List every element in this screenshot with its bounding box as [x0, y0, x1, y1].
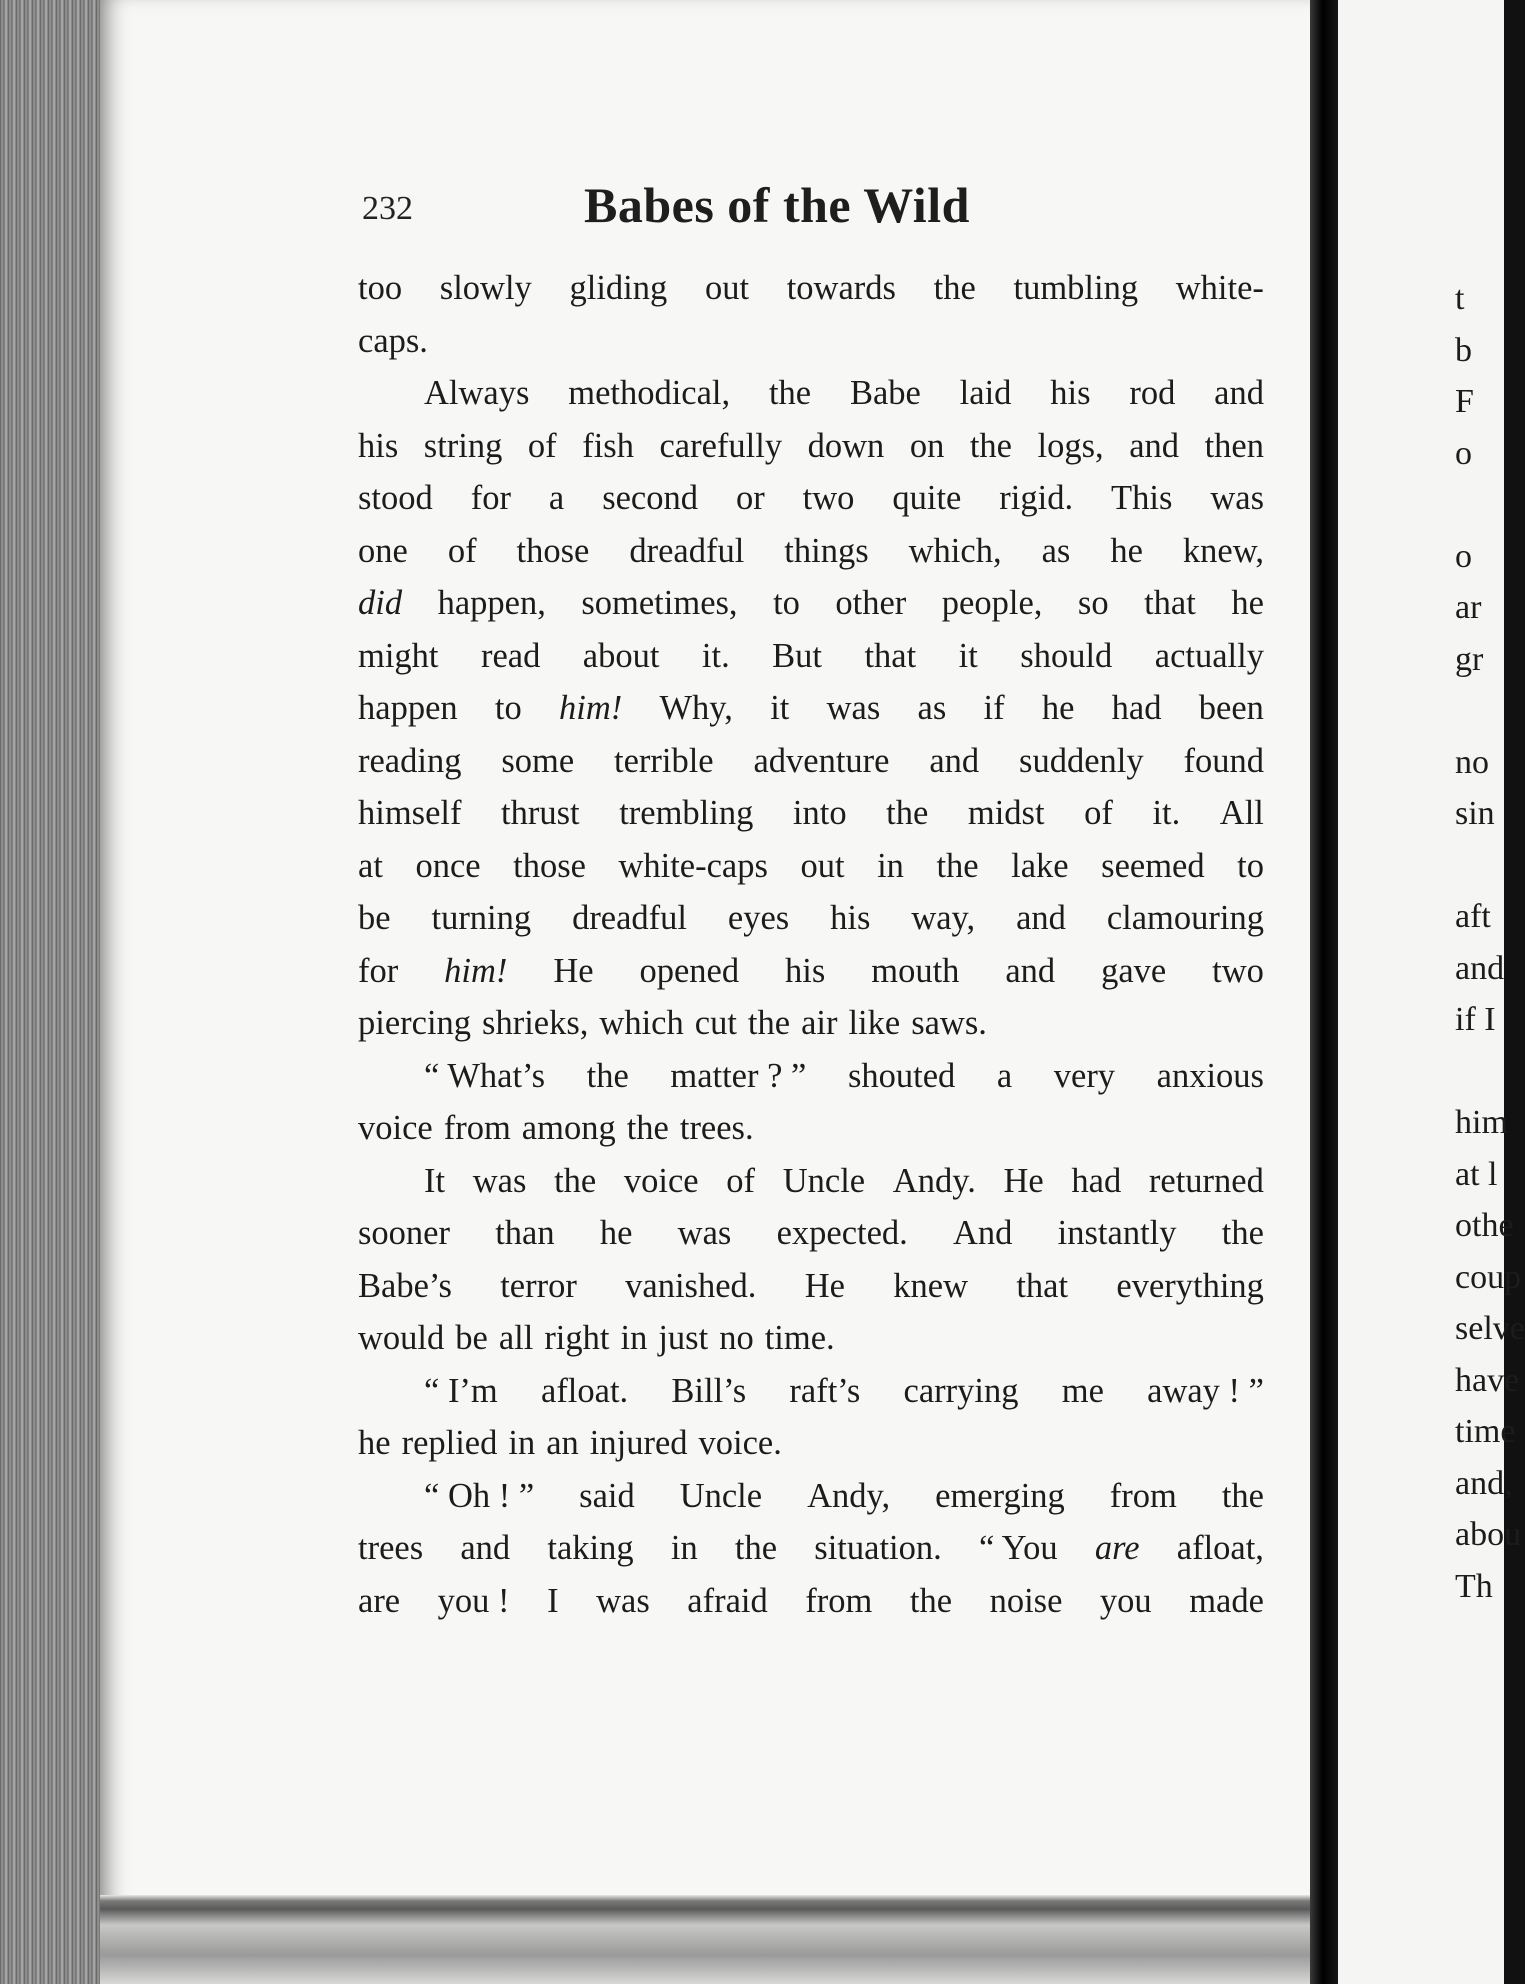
right-page-fragment: Th [1455, 1567, 1493, 1605]
text-line [358, 525, 1264, 578]
word: was [1210, 479, 1264, 517]
word: two [802, 479, 855, 517]
word: that [1144, 584, 1196, 622]
word: into [792, 794, 847, 832]
word: for [358, 951, 399, 990]
word: a [548, 479, 565, 517]
word: and [1005, 951, 1056, 990]
word: that [1016, 1266, 1069, 1305]
word: among [521, 1109, 616, 1147]
word: situation. [814, 1529, 942, 1567]
word: saws. [911, 1004, 987, 1042]
word: emerging [935, 1476, 1065, 1515]
word: right [544, 1319, 610, 1357]
word: in [620, 1319, 648, 1357]
word: afraid [687, 1581, 768, 1620]
word: from [805, 1581, 873, 1620]
right-page-fragment: gr [1455, 640, 1484, 678]
word: read [480, 636, 541, 675]
word: stood [358, 479, 433, 517]
word: as [917, 689, 947, 727]
word: his [785, 951, 826, 990]
word: carrying [903, 1371, 1019, 1410]
text-line [358, 262, 1264, 315]
word: fish [582, 426, 634, 465]
right-page-fragment: o [1455, 537, 1472, 575]
word: two [1212, 951, 1264, 990]
word: for [470, 479, 511, 517]
page-edge-stack [0, 0, 110, 1984]
word: an [546, 1424, 579, 1462]
word: second [602, 479, 698, 517]
right-page-fragment: othe [1455, 1207, 1514, 1244]
word: mouth [871, 951, 960, 990]
word: shouted [847, 1056, 956, 1095]
word: of [447, 531, 477, 570]
word: logs, [1037, 426, 1104, 465]
word: had [1071, 1161, 1122, 1200]
word: as [1041, 531, 1071, 570]
word: made [1189, 1581, 1264, 1620]
word: and [929, 741, 980, 780]
word: are [358, 1581, 401, 1620]
word: should [1020, 636, 1113, 675]
word: voice [358, 1109, 433, 1147]
word: me [1061, 1371, 1104, 1410]
text-line [358, 1365, 1264, 1418]
word: voice. [698, 1424, 782, 1462]
word: found [1183, 741, 1264, 780]
word: too [358, 269, 403, 307]
word: the [734, 1529, 778, 1567]
word: string [423, 426, 503, 465]
word: happen [358, 689, 458, 727]
word: was [472, 1161, 527, 1200]
word: people, [941, 584, 1043, 622]
body-text [358, 262, 1264, 1627]
word: seemed [1101, 846, 1205, 885]
right-page-fragment: o [1455, 434, 1472, 472]
word: lake [1011, 846, 1069, 885]
word: the [586, 1056, 629, 1095]
word: thrust [501, 794, 580, 832]
text-line [358, 315, 1264, 368]
word: slowly [439, 269, 532, 307]
word: injured [589, 1424, 688, 1462]
word: or [735, 479, 765, 517]
word: other [835, 584, 907, 622]
word: in [877, 846, 904, 885]
right-page-fragment: ar [1455, 589, 1482, 626]
word: was [596, 1581, 650, 1620]
text-line [358, 682, 1264, 735]
word: the [936, 846, 979, 885]
right-page-fragment: if I [1455, 1001, 1496, 1038]
word: a [996, 1056, 1013, 1095]
word: tumbling [1013, 269, 1139, 307]
text-line [358, 735, 1264, 788]
word: All [1219, 794, 1264, 832]
word: “ Oh ! ” [424, 1476, 535, 1515]
word: one [358, 531, 408, 570]
word: once [415, 846, 481, 885]
text-line [358, 1050, 1264, 1103]
word: to [1237, 846, 1264, 885]
word: said [579, 1476, 635, 1515]
right-page-fragment: no [1455, 743, 1489, 781]
word: just [658, 1319, 709, 1357]
word: “ What’s [424, 1056, 546, 1095]
text-line [358, 1417, 1264, 1470]
word: might [358, 636, 439, 675]
word: from [1109, 1476, 1177, 1515]
word: to [773, 584, 800, 622]
word: time. [764, 1319, 835, 1357]
word: replied [401, 1424, 498, 1462]
text-line [358, 420, 1264, 473]
word: expected. [776, 1214, 908, 1252]
word: no [719, 1319, 754, 1357]
word: all [498, 1319, 534, 1357]
word: white-caps [618, 846, 768, 885]
text-line [358, 1260, 1264, 1313]
word: he [1231, 584, 1264, 622]
word: eyes [727, 899, 790, 937]
right-page-fragment: abou [1455, 1516, 1522, 1553]
word: noise [989, 1581, 1063, 1620]
word: the [626, 1109, 669, 1147]
word: was [826, 689, 881, 727]
word: afloat, [1176, 1529, 1264, 1567]
word: the [554, 1161, 597, 1200]
word: vanished. [625, 1266, 757, 1305]
word: white- [1175, 269, 1264, 307]
word: anxious [1156, 1056, 1264, 1095]
word: his [1050, 374, 1091, 412]
right-page-fragment: F [1455, 383, 1474, 420]
word: of [726, 1161, 756, 1200]
word: the [909, 1581, 953, 1620]
word: the [1221, 1476, 1264, 1515]
word: And [953, 1214, 1013, 1252]
word: Bill’s [671, 1371, 747, 1410]
text-line [358, 1207, 1264, 1260]
word: been [1198, 689, 1264, 727]
word: about [582, 636, 660, 675]
word: be [455, 1319, 488, 1357]
word: sooner [358, 1214, 450, 1252]
word: midst [967, 794, 1045, 832]
word: would [358, 1319, 445, 1357]
text-line [358, 577, 1264, 630]
word: if [983, 689, 1005, 727]
word: Why, [659, 689, 733, 727]
word: instantly [1057, 1214, 1177, 1252]
word: He [553, 951, 594, 990]
word: the [768, 374, 812, 412]
text-line [358, 945, 1264, 998]
word: was [677, 1214, 732, 1252]
word: matter ? ” [670, 1056, 807, 1095]
word: the [933, 269, 976, 307]
word: the [1221, 1214, 1264, 1252]
word: at [358, 846, 383, 885]
word: which [599, 1004, 684, 1042]
word: terrible [614, 741, 714, 780]
word: raft’s [789, 1371, 861, 1410]
word: you ! [437, 1581, 510, 1620]
right-page-fragment: him [1455, 1104, 1508, 1141]
text-line [358, 840, 1264, 893]
word: himself [358, 794, 462, 832]
word: did [358, 584, 403, 622]
right-page-fragment: and, [1455, 1464, 1513, 1502]
word: him! [444, 951, 508, 990]
word: and [1016, 899, 1066, 937]
word: dreadful [572, 899, 688, 937]
page-bottom-edge [100, 1895, 1315, 1984]
right-page-fragment: time [1455, 1413, 1516, 1450]
word: to [494, 689, 522, 727]
word: Uncle [679, 1476, 763, 1515]
word: him! [558, 689, 623, 727]
word: of [1084, 794, 1113, 832]
word: of [527, 426, 557, 465]
word: returned [1148, 1161, 1264, 1200]
word: it [770, 689, 790, 727]
word: laid [959, 374, 1012, 412]
text-line [358, 367, 1264, 420]
word: those [513, 846, 586, 885]
word: away ! ” [1147, 1371, 1264, 1410]
word: out [800, 846, 845, 885]
word: cut [694, 1004, 737, 1042]
word: you [1099, 1581, 1152, 1620]
word: rigid. [999, 479, 1074, 517]
right-page-fragment: selve [1455, 1310, 1525, 1347]
word: air [801, 1004, 838, 1042]
word: knew [893, 1266, 969, 1305]
word: trembling [619, 794, 754, 832]
text-line [358, 1102, 1264, 1155]
text-line [358, 1575, 1264, 1628]
word: I [547, 1581, 559, 1620]
word: happen, [437, 584, 546, 622]
text-line [358, 630, 1264, 683]
word: like [848, 1004, 901, 1042]
word: trees [358, 1529, 424, 1567]
word: and [1214, 374, 1264, 412]
word: This [1111, 479, 1173, 517]
word: turning [431, 899, 532, 937]
word: carefully [659, 426, 783, 465]
word: terror [500, 1266, 577, 1305]
word: Uncle [782, 1161, 866, 1200]
right-page-fragment: t [1455, 280, 1465, 317]
word: Andy, [807, 1476, 891, 1515]
word: towards [786, 269, 896, 307]
word: the [747, 1004, 791, 1042]
word: quite [892, 479, 962, 517]
word: Babe’s [358, 1266, 452, 1305]
word: He [804, 1266, 845, 1305]
word: sometimes, [581, 584, 738, 622]
word: it. [701, 636, 730, 675]
text-line [358, 1155, 1264, 1208]
word: suddenly [1019, 741, 1144, 780]
word: are [1094, 1529, 1140, 1567]
word: everything [1116, 1266, 1264, 1305]
word: he [358, 1424, 391, 1462]
word: “ You [978, 1529, 1058, 1567]
word: gliding [569, 269, 668, 307]
word: rod [1129, 374, 1176, 412]
word: he [1110, 531, 1143, 570]
text-line [358, 1522, 1264, 1575]
word: in [670, 1529, 698, 1567]
word: methodical, [568, 374, 731, 412]
word: shrieks, [482, 1004, 589, 1042]
word: It [424, 1161, 446, 1200]
word: out [704, 269, 750, 307]
text-line [358, 787, 1264, 840]
text-line [358, 1470, 1264, 1523]
word: Babe [849, 374, 921, 412]
word: piercing [358, 1004, 472, 1042]
page-number: 232 [362, 190, 413, 227]
word: Andy. [892, 1161, 976, 1200]
book-gutter [1310, 0, 1338, 1984]
word: things [784, 531, 869, 570]
text-line [358, 472, 1264, 525]
text-line [358, 892, 1264, 945]
word: had [1111, 689, 1162, 727]
word: down [807, 426, 885, 465]
word: be [358, 899, 391, 937]
word: he [1041, 689, 1075, 727]
word: those [516, 531, 590, 570]
word: and [460, 1529, 511, 1567]
word: which, [908, 531, 1002, 570]
word: opened [639, 951, 740, 990]
word: and [1129, 426, 1180, 465]
right-page-fragment: coup [1455, 1258, 1522, 1296]
word: caps. [358, 321, 428, 360]
running-head [362, 176, 1262, 246]
right-page-fragment: have [1455, 1361, 1520, 1399]
word: way, [911, 899, 976, 937]
right-page-fragment: and [1455, 949, 1505, 987]
right-page-fragment: b [1455, 331, 1472, 369]
word: But [772, 636, 823, 675]
word: dreadful [629, 531, 745, 570]
word: his [358, 426, 399, 465]
right-page-fragment: aft [1455, 898, 1491, 935]
word: trees. [679, 1109, 754, 1147]
word: than [495, 1214, 555, 1252]
word: then [1204, 426, 1264, 465]
word: actually [1154, 636, 1264, 675]
word: in [508, 1424, 536, 1462]
right-page [1338, 0, 1504, 1984]
word: his [830, 899, 871, 937]
right-page-fragment: sin [1455, 795, 1495, 832]
text-line [358, 1312, 1264, 1365]
word: the [969, 426, 1012, 465]
word: reading [358, 741, 462, 780]
word: the [886, 794, 929, 832]
word: “ I’m [424, 1371, 498, 1410]
word: some [501, 741, 575, 780]
word: taking [547, 1529, 634, 1567]
word: very [1053, 1056, 1116, 1095]
text-line [358, 997, 1264, 1050]
word: He [1003, 1161, 1044, 1200]
word: voice [623, 1161, 699, 1200]
word: it [958, 636, 978, 675]
word: so [1077, 584, 1109, 622]
word: that [864, 636, 917, 675]
word: from [443, 1109, 511, 1147]
right-page-fragment: at l [1455, 1155, 1498, 1193]
word: on [909, 426, 945, 465]
running-title: Babes of the Wild [584, 177, 970, 233]
word: knew, [1182, 531, 1264, 570]
word: Always [424, 374, 530, 412]
word: adventure [753, 741, 890, 780]
word: afloat. [541, 1371, 629, 1410]
word: he [599, 1214, 633, 1252]
word: clamouring [1106, 899, 1264, 937]
word: it. [1152, 794, 1181, 832]
word: gave [1101, 951, 1167, 990]
